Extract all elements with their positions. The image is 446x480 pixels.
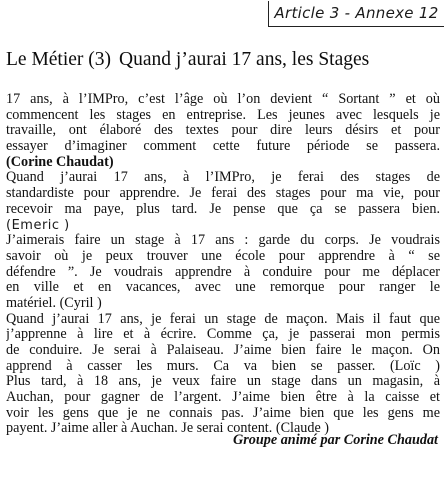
text-line: payent. J’aime aller à Auchan. Je serai content. (Claude ) (6, 421, 330, 437)
text-line: J’aimerais faire un stage à 17 ans : garde du corps. Je voudrais (6, 233, 440, 249)
text-line: Quand j’aurai 17 ans, je ferai un stage de maçon. Mais il faut que (6, 311, 440, 327)
text-line: de conduire. Je serai à Palaiseau. J’aime bien faire le maçon. On (6, 343, 440, 358)
author-signature-line: (Corine Chaudat) (6, 154, 114, 170)
handwritten-name-line: (Emeric ) (6, 217, 70, 233)
text-line: recevoir ma paye, plus tard. Je pense que ça se passera bien. (6, 201, 440, 217)
text-line: 17 ans, à l’IMPro, c’est l’âge où l’on devient “ Sortant ” et où (6, 92, 440, 107)
text-line: Auchan, pour gagner de l’argent. J’aime bien être à la caisse et (6, 390, 440, 406)
title-part-2: Quand j’aurai 17 ans, les Stages (119, 49, 370, 70)
text-line: j’apprenne à lire et à écrire. Comme ça, je passerai mon permis (6, 327, 440, 343)
text-line: en ville et en vacances, avec une remorque pour ranger le (6, 280, 440, 296)
text-line: travaille, ont élaboré des textes pour dire leurs désirs et pour (6, 123, 440, 139)
text-line: standardiste pour apprendre. Je ferai des stages pour ma vie, pour (6, 186, 440, 202)
text-line: commencent les stages en entreprise. Les jeunes avec lesquels je (6, 107, 440, 123)
text-line: matériel. (Cyril ) (6, 295, 102, 311)
text-line: Plus tard, à 18 ans, je veux faire un stage dans un magasin, à (6, 374, 440, 390)
article-body (6, 92, 440, 437)
title-part-1: Le Métier (3) (6, 49, 112, 70)
text-line: voir les gens que je ne connais pas. J’aime bien que les gens me (6, 405, 440, 421)
text-line: Quand j’aurai 17 ans, à l’IMPro, je ferai des stages de (6, 170, 440, 186)
text-line: savoir où je peux trouver une école pour apprendre à “ se (6, 248, 440, 264)
footer-credit: Groupe animé par Corine Chaudat (233, 432, 438, 448)
text-line: essayer d’imaginer comment cette future période se passera. (6, 139, 440, 155)
text-line: défendre ”. Je voudrais apprendre à conduire pour me déplacer (6, 264, 440, 280)
text-line: apprend à casser les murs. Ca va bien se passer. (Loïc ) (6, 358, 440, 374)
annex-stamp: Article 3 - Annexe 12 (268, 1, 444, 27)
page-title (6, 48, 442, 72)
